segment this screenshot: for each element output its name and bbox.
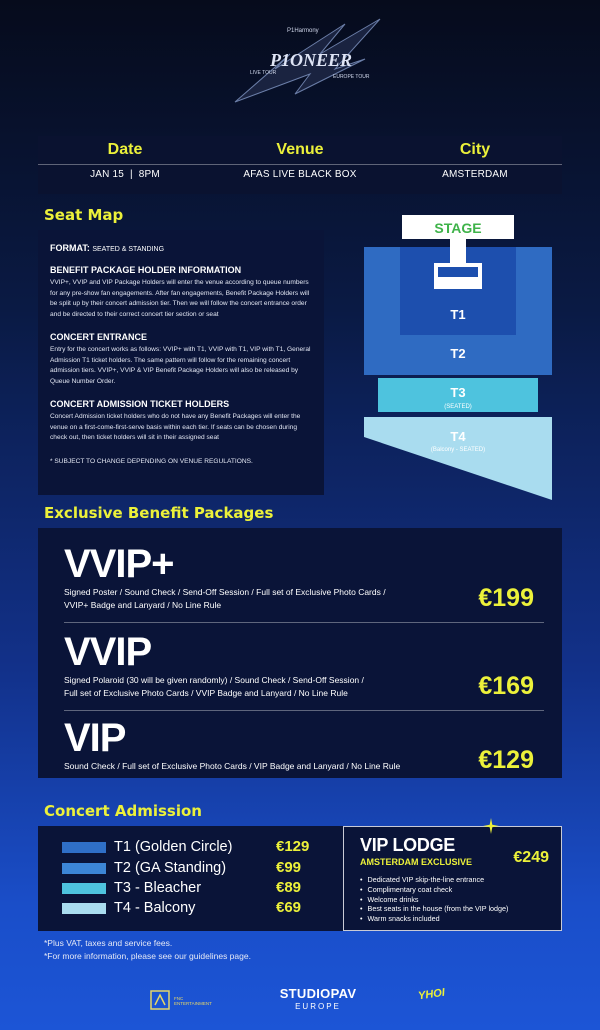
admission-holders-text: Concert Admission ticket holders who do not have any Benefit Packages will enter the venue on a first-come-first-serve basis within each tier. If seats can be chosen during check out, then ticket holders will sit in their assigned seat — [50, 413, 301, 441]
tier-price: €69 — [276, 899, 302, 916]
package-name-vvip-plus: VVIP+ — [64, 542, 174, 586]
city-label: City — [459, 141, 491, 158]
tier-row-t3 — [62, 878, 302, 898]
tier-row-t2 — [62, 858, 302, 878]
t4-sublabel: (Balcony - SEATED) — [430, 447, 486, 453]
package-desc-vvip — [64, 674, 364, 700]
tier-swatch — [62, 903, 106, 914]
t3-sublabel: (SEATED) — [444, 404, 472, 410]
package-name-vvip: VVIP — [64, 630, 152, 674]
admission-heading: Concert Admission — [44, 802, 202, 820]
tier-name: T4 - Balcony — [114, 900, 196, 916]
package-desc-vvip-plus — [64, 586, 386, 612]
seat-diagram — [362, 215, 558, 505]
format-label: FORMAT: — [50, 243, 90, 253]
logo-mid-text: LIVE TOUR — [250, 70, 277, 76]
package-desc-line: Full set of Exclusive Photo Cards / VVIP Badge and Lanyard / No Line Rule — [64, 688, 348, 698]
t2-label: T2 — [450, 346, 466, 361]
package-price-vvip: €169 — [478, 672, 534, 700]
benefit-info-title: BENEFIT PACKAGE HOLDER INFORMATION — [50, 265, 242, 275]
perk-item: • Dedicated VIP skip-the-line entrance — [360, 875, 545, 885]
package-price-vip: €129 — [478, 746, 534, 774]
logo-side-text: EUROPE TOUR — [333, 74, 370, 80]
tour-logo — [215, 14, 395, 109]
footnote-guidelines: *For more information, please see our guidelines page. — [44, 951, 251, 961]
seat-map-heading: Seat Map — [44, 206, 124, 224]
tier-price: €99 — [276, 859, 302, 876]
perk-item: • Warm snacks included — [360, 914, 545, 924]
vip-lodge-subtitle: AMSTERDAM EXCLUSIVE — [360, 857, 473, 867]
yhoi-logo-text: YHOI — [417, 986, 446, 1003]
footnote-vat: *Plus VAT, taxes and service fees. — [44, 938, 173, 948]
package-desc-vip — [64, 760, 400, 773]
package-desc-line: Signed Poster / Sound Check / Send-Off Session / Full set of Exclusive Photo Cards / — [64, 587, 386, 597]
studiopav-subtext: EUROPE — [295, 1002, 341, 1011]
packages-heading: Exclusive Benefit Packages — [44, 504, 274, 522]
sparkle-icon — [483, 818, 499, 834]
regulation-note: * SUBJECT TO CHANGE DEPENDING ON VENUE REGULATIONS. — [50, 457, 253, 465]
package-name-vip: VIP — [64, 716, 126, 760]
tier-row-t1 — [62, 837, 310, 857]
benefit-info-text: VVIP+, VVIP and VIP Package Holders will enter the venue according to queue numbers for any pre-show fan engagements. After fan engagements, Benefit Package Holders will be split up by their concert admission tier. Then we will follow the concert entrance order and be directed to their correct concert tier section or seat — [50, 279, 310, 318]
fnc-logo-text: FNC ENTERTAINMENT — [174, 996, 212, 1006]
package-divider — [64, 710, 544, 711]
logo-main-text: P1ONEER — [270, 50, 353, 70]
vip-lodge-title: VIP LODGE — [360, 835, 455, 855]
vip-lodge-perks — [360, 875, 545, 924]
package-price-vvip-plus: €199 — [478, 584, 534, 612]
perk-item: • Complimentary coat check — [360, 885, 545, 895]
fnc-logo — [150, 988, 220, 1016]
package-desc-line: Sound Check / Full set of Exclusive Photo Cards / VIP Badge and Lanyard / No Line Rule — [64, 761, 401, 771]
tier-price: €89 — [276, 879, 302, 896]
entrance-title: CONCERT ENTRANCE — [50, 332, 148, 342]
packages-panel — [38, 528, 562, 778]
tier-swatch — [62, 883, 106, 894]
logo-top-text: P1Harmony — [287, 28, 319, 34]
t1-label: T1 — [450, 307, 466, 322]
admission-holders-title: CONCERT ADMISSION TICKET HOLDERS — [50, 399, 230, 409]
tier-name: T2 (GA Standing) — [114, 860, 227, 876]
vip-lodge-price: €249 — [513, 849, 549, 866]
tier-price: €129 — [276, 838, 310, 855]
package-divider — [64, 622, 544, 623]
package-desc-line: Signed Polaroid (30 will be given randomly) / Sound Check / Send-Off Session / — [64, 675, 364, 685]
package-desc-line: VVIP+ Badge and Lanyard / No Line Rule — [64, 600, 222, 610]
tier-name: T1 (Golden Circle) — [114, 839, 233, 855]
tier-swatch — [62, 863, 106, 874]
t3-label: T3 — [450, 385, 466, 400]
venue-column — [213, 136, 387, 180]
vip-lodge-box — [343, 826, 562, 931]
studiopav-logo — [268, 986, 368, 1011]
date-column — [38, 136, 212, 180]
city-value: AMSTERDAM — [442, 169, 508, 180]
venue-label: Venue — [276, 141, 324, 158]
yhoi-logo — [418, 988, 452, 1010]
seat-map-info-box — [38, 230, 324, 495]
tier-name: T3 - Bleacher — [114, 880, 202, 896]
event-info-bar — [38, 136, 562, 194]
venue-value: AFAS LIVE BLACK BOX — [243, 169, 357, 180]
stage-label: STAGE — [434, 220, 482, 236]
perk-item: • Welcome drinks — [360, 895, 545, 905]
studiopav-text: STUDIOPAV — [279, 986, 357, 1001]
perk-item: • Best seats in the house (from the VIP lodge) — [360, 904, 545, 914]
t4-label: T4 — [450, 429, 466, 444]
tier-row-t4 — [62, 898, 302, 918]
format-value: SEATED & STANDING — [92, 246, 165, 253]
date-value: JAN 15 | 8PM — [90, 169, 160, 180]
entrance-text: Entry for the concert works as follows: VVIP+ with T1, VVIP with T1, VIP with T1, General Admission T1 ticket holders. The same pattern will follow for the remaining concert admission tiers. VVIP+, VVIP & VIP Benefit Package Holders will also be released by Queue Number Order. — [50, 346, 311, 385]
tier-swatch — [62, 842, 106, 853]
runway — [450, 239, 466, 263]
city-column — [388, 136, 562, 180]
date-label: Date — [107, 141, 143, 158]
format-line — [50, 243, 312, 253]
